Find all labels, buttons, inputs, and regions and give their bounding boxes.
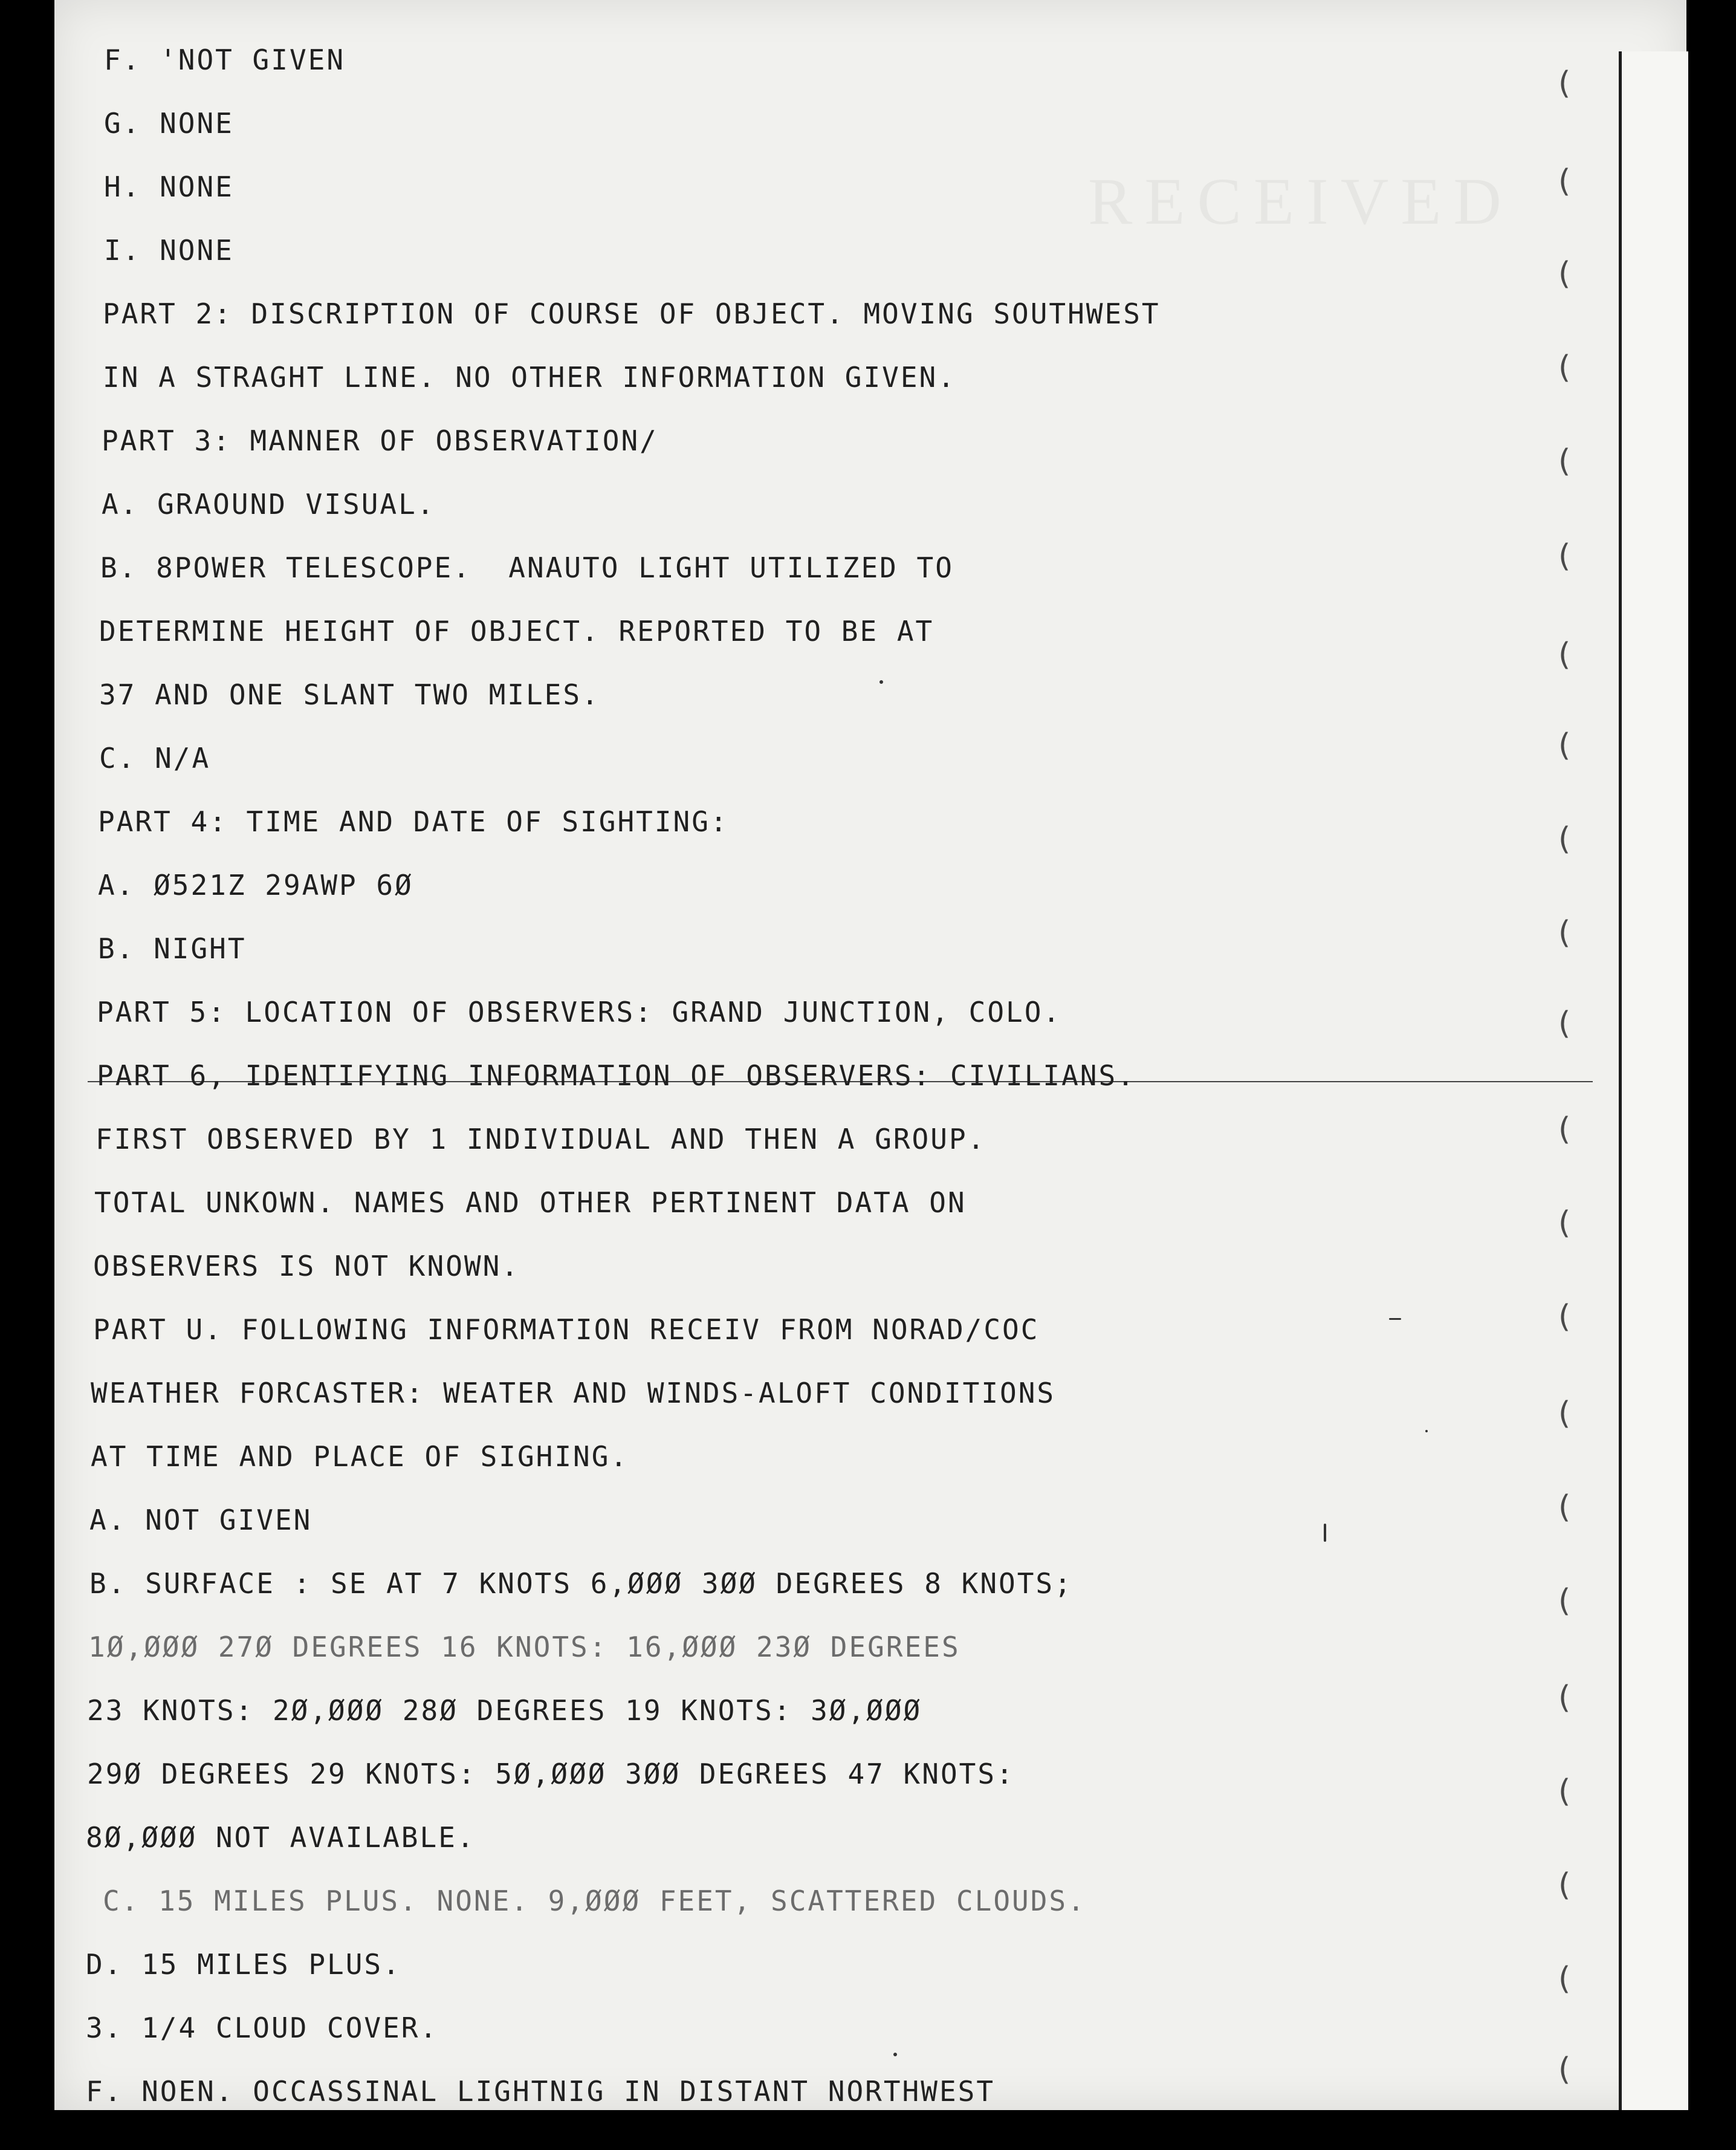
line-observers-unknown: OBSERVERS IS NOT KNOWN. — [93, 1250, 520, 1282]
sprocket-hole-icon: ( — [1558, 2051, 1571, 2088]
dust-speck — [1324, 1524, 1326, 1542]
sprocket-hole-icon: ( — [1558, 1867, 1571, 1903]
dust-speck — [1389, 1318, 1401, 1320]
line-part-4: PART 4: TIME AND DATE OF SIGHTING: — [98, 805, 729, 838]
sprocket-hole-icon: ( — [1558, 1961, 1571, 1997]
line-total-unknown: TOTAL UNKOWN. NAMES AND OTHER PERTINENT DATA ON — [94, 1186, 967, 1219]
line-cloud-cover: 3. 1/4 CLOUD COVER. — [86, 2012, 439, 2044]
sprocket-hole-icon: ( — [1558, 1489, 1571, 1525]
dust-speck — [893, 2053, 897, 2056]
sprocket-hole-icon: ( — [1558, 443, 1571, 479]
show-through-stamp — [1088, 163, 1514, 240]
sprocket-hole-icon: ( — [1558, 538, 1571, 574]
sprocket-hole-icon: ( — [1558, 1299, 1571, 1335]
line-g-none: G. NONE — [104, 107, 234, 140]
sprocket-hole-icon: ( — [1558, 915, 1571, 951]
sprocket-hole-icon: ( — [1558, 1111, 1571, 1148]
line-lightning: F. NOEN. OCCASSINAL LIGHTNIG IN DISTANT NORTHWEST — [86, 2075, 996, 2108]
sprocket-hole-icon: ( — [1558, 65, 1571, 102]
sprocket-hole-icon: ( — [1558, 637, 1571, 673]
line-h-none: H. NONE — [104, 171, 234, 203]
line-a-not-given: A. NOT GIVEN — [89, 1504, 313, 1536]
sprocket-hole-icon: ( — [1558, 1205, 1571, 1241]
line-time-place: AT TIME AND PLACE OF SIGHING. — [91, 1440, 629, 1473]
line-part-2: PART 2: DISCRIPTION OF COURSE OF OBJECT. MOVING SOUTHWEST — [103, 297, 1161, 330]
line-f-not-given: F. 'NOT GIVEN — [104, 44, 346, 76]
line-winds-20000: 23 KNOTS: 2Ø,ØØØ 28Ø DEGREES 19 KNOTS: 3Ø,ØØØ — [87, 1694, 922, 1727]
sprocket-hole-icon: ( — [1558, 349, 1571, 386]
line-first-observed: FIRST OBSERVED BY 1 INDIVIDUAL AND THEN A GROUP. — [96, 1123, 986, 1155]
line-part-5: PART 5: LOCATION OF OBSERVERS: GRAND JUNCTION, COLO. — [97, 996, 1062, 1028]
line-weather-forecaster: WEATHER FORCASTER: WEATER AND WINDS-ALOFT CONDITIONS — [91, 1377, 1056, 1409]
line-winds-50000: 29Ø DEGREES 29 KNOTS: 5Ø,ØØØ 3ØØ DEGREES 47 KNOTS: — [87, 1758, 1015, 1790]
sprocket-hole-icon: ( — [1558, 163, 1571, 200]
line-winds-10000: 1Ø,ØØØ 27Ø DEGREES 16 KNOTS: 16,ØØØ 23Ø DEGREES — [88, 1631, 960, 1663]
sprocket-hole-icon: ( — [1558, 727, 1571, 764]
sprocket-hole-icon: ( — [1558, 1583, 1571, 1619]
line-night: B. NIGHT — [98, 932, 247, 965]
line-c-na: C. N/A — [99, 742, 211, 775]
sprocket-hole-icon: ( — [1558, 1395, 1571, 1432]
line-part-6: PART 6, IDENTIFYING INFORMATION OF OBSERVERS: CIVILIANS. — [97, 1059, 1136, 1092]
line-determine-height: DETERMINE HEIGHT OF OBJECT. REPORTED TO BE AT — [99, 615, 934, 648]
dust-speck — [1425, 1430, 1428, 1432]
line-visibility: C. 15 MILES PLUS. NONE. 9,ØØØ FEET, SCATTERED CLOUDS. — [103, 1885, 1086, 1917]
line-time-group: A. Ø521Z 29AWP 6Ø — [98, 869, 413, 901]
line-i-none: I. NONE — [104, 234, 234, 267]
line-slant-miles: 37 AND ONE SLANT TWO MILES. — [99, 678, 600, 711]
tractor-feed-strip — [1619, 51, 1688, 2110]
sprocket-hole-icon: ( — [1558, 256, 1571, 292]
sprocket-hole-icon: ( — [1558, 1680, 1571, 1716]
line-part-u: PART U. FOLLOWING INFORMATION RECEIV FROM NORAD/COC — [93, 1313, 1040, 1346]
line-straight-line: IN A STRAGHT LINE. NO OTHER INFORMATION GIVEN. — [103, 361, 956, 394]
sprocket-hole-icon: ( — [1558, 1773, 1571, 1810]
line-ground-visual: A. GRAOUND VISUAL. — [102, 488, 436, 521]
line-d-miles: D. 15 MILES PLUS. — [86, 1948, 401, 1981]
line-part-3: PART 3: MANNER OF OBSERVATION/ — [102, 424, 658, 457]
sprocket-hole-icon: ( — [1558, 821, 1571, 857]
line-surface-winds: B. SURFACE : SE AT 7 KNOTS 6,ØØØ 3ØØ DEGREES 8 KNOTS; — [89, 1567, 1073, 1600]
line-not-available: 8Ø,ØØØ NOT AVAILABLE. — [86, 1821, 476, 1854]
sprocket-hole-icon: ( — [1558, 1005, 1571, 1042]
dust-speck — [879, 680, 883, 684]
line-telescope: B. 8POWER TELESCOPE. ANAUTO LIGHT UTILIZED TO — [100, 551, 954, 584]
